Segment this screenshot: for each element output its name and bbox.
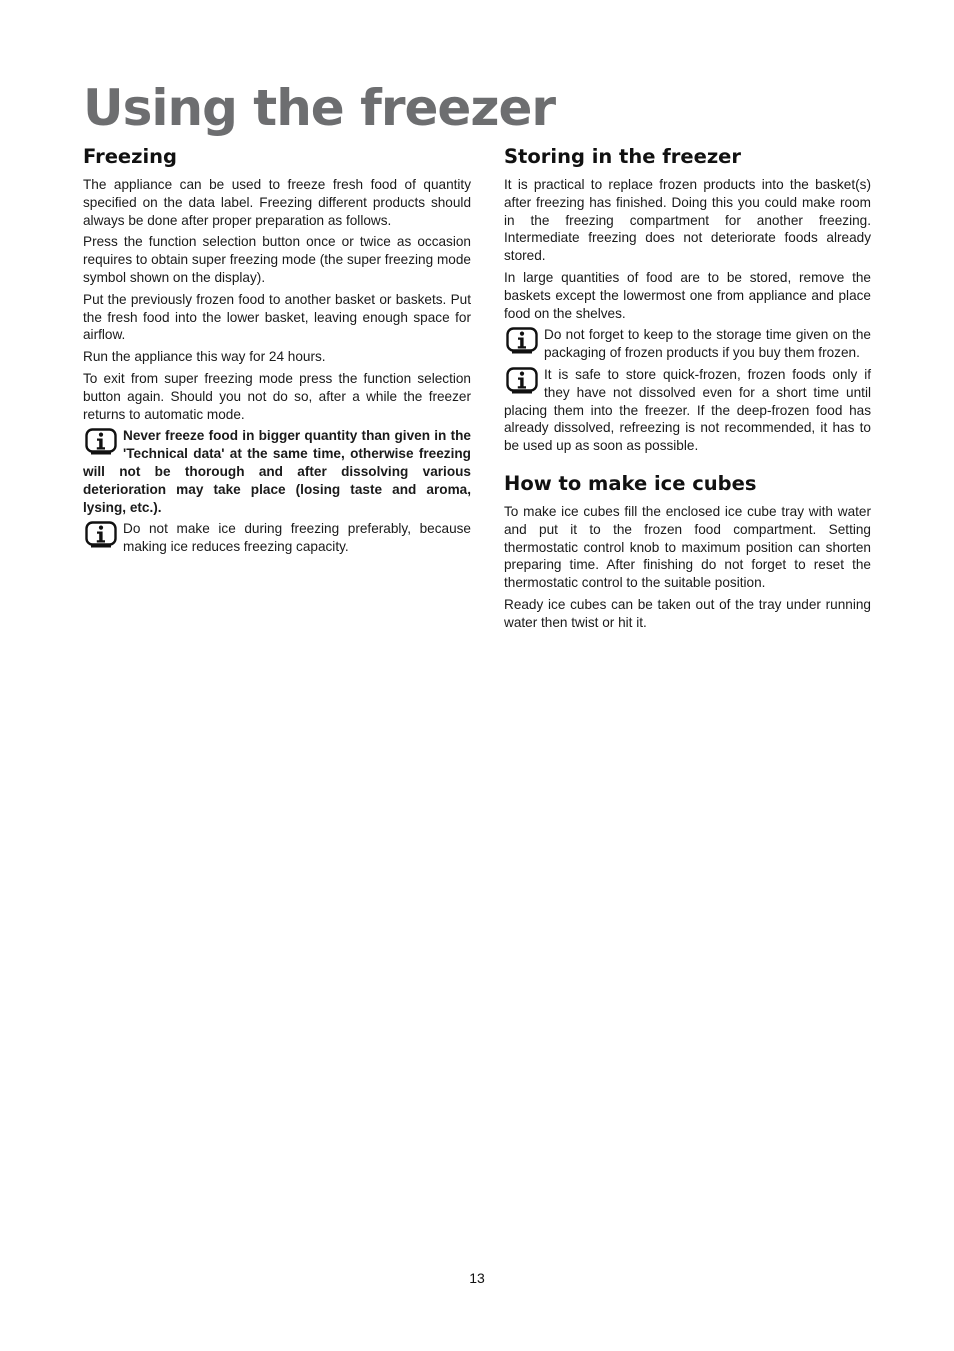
section-heading-freezing: Freezing <box>83 145 178 168</box>
freezing-note-2 <box>83 520 471 556</box>
freezing-paragraph-5: To exit from super freezing mode press the function selection button again. Should you not do so, after a while the freezer returns to automatic mode. <box>83 370 471 422</box>
storing-note-2-text: It is safe to store quick-frozen, frozen foods only if they have not dissolved even for a short time until placing them into the freezer. If the deep-frozen food has already dissolved, refreezing is not recommended, it has to be used up as soon as possible. <box>504 366 871 454</box>
freezing-note-2-text: Do not make ice during freezing preferably, because making ice reduces freezing capacity. <box>123 521 471 555</box>
info-icon <box>85 428 117 456</box>
freezing-note-1 <box>83 427 471 516</box>
info-icon <box>85 521 117 549</box>
info-icon <box>506 327 538 355</box>
section-heading-storing: Storing in the freezer <box>504 145 742 168</box>
section-heading-ice-cubes: How to make ice cubes <box>504 471 757 495</box>
freezing-paragraph-1: The appliance can be used to freeze fresh food of quantity specified on the data label. Freezing different products should always be done after proper preparation as follows. <box>83 177 471 228</box>
left-column <box>83 144 471 560</box>
storing-paragraph-1: It is practical to replace frozen products into the basket(s) after freezing has finished. Doing this you could make room in the freezing compartment for another freezing. Intermediate freezing does not deteriorate foods already stored. <box>504 177 871 264</box>
ice-cubes-paragraph-2: Ready ice cubes can be taken out of the tray under running water then twist or hit it. <box>504 596 871 630</box>
page-title: Using the freezer <box>83 79 556 137</box>
freezing-paragraph-2: Press the function selection button once or twice as occasion requires to obtain super freezing mode (the super freezing mode symbol shown on the display). <box>83 234 471 285</box>
freezing-paragraph-4: Run the appliance this way for 24 hours. <box>83 349 326 365</box>
freezing-note-1-text: Never freeze food in bigger quantity than given in the 'Technical data' at the same time, otherwise freezing will not be thorough and after dissolving various deterioration may take place (losing taste and aroma, lysing, etc.). <box>83 428 471 515</box>
storing-paragraph-2: In large quantities of food are to be stored, remove the baskets except the lowermost one from appliance and place food on the shelves. <box>504 269 871 321</box>
info-icon <box>506 367 538 395</box>
right-column <box>504 144 871 636</box>
storing-note-2 <box>504 366 871 455</box>
storing-note-1 <box>504 326 871 362</box>
page-number: 13 <box>469 1270 485 1286</box>
freezing-paragraph-3: Put the previously frozen food to another basket or baskets. Put the fresh food into the lower basket, leaving enough space for airflow. <box>83 291 471 343</box>
storing-note-1-text: Do not forget to keep to the storage time given on the packaging of frozen products if you buy them frozen. <box>544 327 871 361</box>
ice-cubes-paragraph-1: To make ice cubes fill the enclosed ice cube tray with water and put it to the frozen food compartment. Setting thermostatic control knob to maximum position can shorten preparing time. After finishing do not forget to reset the thermostatic control to the suitable position. <box>504 503 871 591</box>
